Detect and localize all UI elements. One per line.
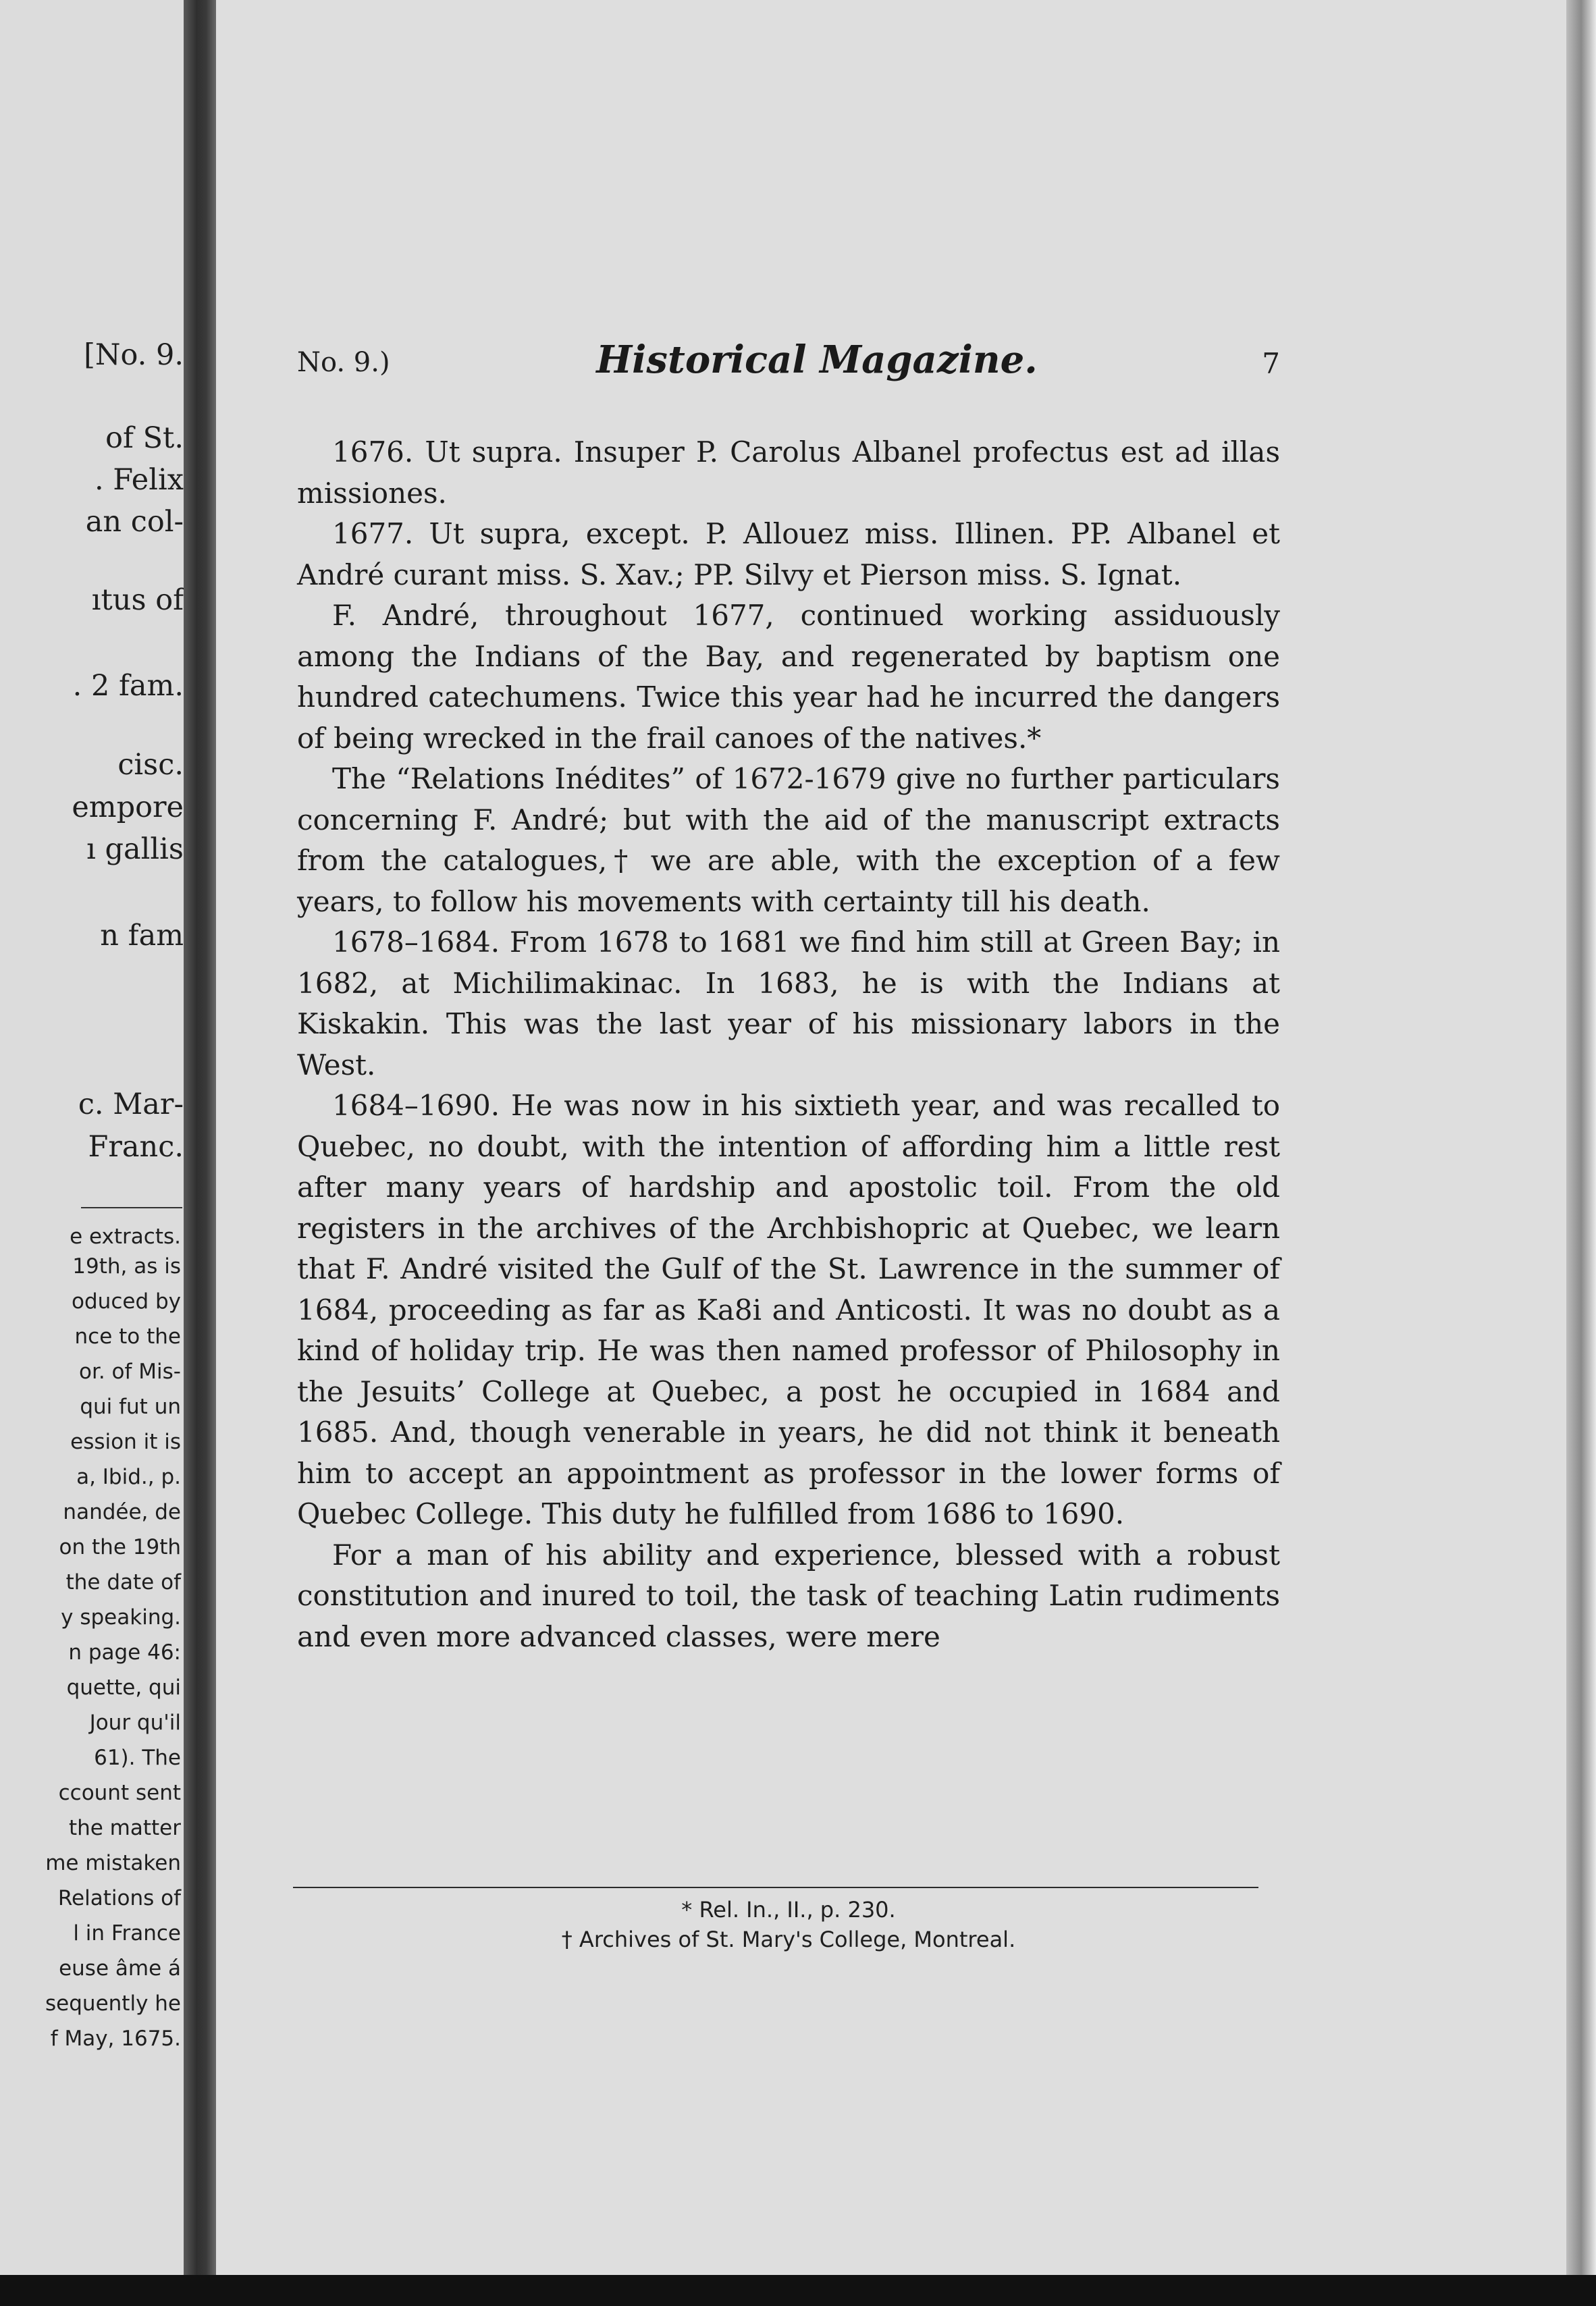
footnote: † Archives of St. Mary's College, Montreal. — [561, 1927, 1016, 1952]
magazine-title: Historical Magazine. — [596, 338, 1038, 382]
footnote: * Rel. In., II., p. 230. — [681, 1897, 896, 1923]
left-footnote-line: e extracts. — [70, 1225, 181, 1249]
left-footnote-line: nandée, de — [63, 1500, 181, 1524]
left-text-line: of St. — [105, 421, 184, 455]
left-text-line: n fam — [100, 919, 184, 953]
left-footnote-rule — [81, 1207, 182, 1208]
paragraph: 1678–1684. From 1678 to 1681 we find him still at Green Bay; in 1682, at Michilimakinac. In 1683, he is with the Indians at Kiskakin. This was the last year of his missionary labors in the West. — [297, 926, 1280, 1081]
left-footnote-line: or. of Mis- — [78, 1360, 181, 1384]
body-text — [297, 432, 1280, 1657]
left-footnote-line: euse âme á — [59, 1956, 181, 1981]
left-footnote-line: sequently he — [45, 1991, 181, 2016]
left-text-line: . Felix — [94, 463, 184, 497]
left-text-line: . 2 fam. — [72, 669, 184, 703]
paragraph: F. André, throughout 1677, continued working assiduously among the Indians of the Bay, and regenerated by baptism one hundred catechumens. Twice this year had he incurred the dangers of being wrecked in the frail canoes of the natives.* — [297, 599, 1280, 755]
left-footnote-line: l in France — [73, 1921, 181, 1946]
left-footnote-line: me mistaken — [45, 1851, 181, 1875]
left-footnote-line: n page 46: — [68, 1640, 181, 1665]
left-footnote-line: the date of — [65, 1570, 181, 1594]
scan-border — [0, 2275, 1596, 2306]
left-footnote-line: 19th, as is — [72, 1254, 181, 1279]
left-footnote-line: the matter — [68, 1816, 181, 1840]
left-footnote-line: 61). The — [94, 1746, 181, 1770]
book-gutter — [184, 0, 216, 2306]
paragraph: The “Relations Inédites” of 1672-1679 give no further particulars concerning F. André; but with the aid of the manuscript extracts from the catalogues,† we are able, with the exception of a few years, to follow his movements with certainty till his death. — [297, 762, 1280, 918]
paragraph: 1684–1690. He was now in his sixtieth year, and was recalled to Quebec, no doubt, with the intention of affording him a little rest after many years of hardship and apostolic toil. From the old registers in the archives of the Archbishopric at Quebec, we learn that F. André visited the Gulf of the St. Lawrence in the summer of 1684, proceeding as far as Ka8i and Anticosti. It was no doubt as a kind of holiday trip. He was then named professor of Philosophy in the Jesuits’ College at Quebec, a post he occupied in 1684 and 1685. And, though venerable in years, he did not think it beneath him to accept an appointment as professor in the lower forms of Quebec College. This duty he fulfilled from 1686 to 1690. — [297, 1089, 1280, 1530]
left-text-line: [No. 9. — [84, 338, 184, 372]
left-text-line: ı gallis — [86, 832, 184, 866]
left-footnote-line: oduced by — [72, 1289, 181, 1314]
page-number: 7 — [1262, 347, 1280, 380]
left-text-line: ıtus of — [91, 583, 184, 617]
left-footnote-line: Relations of — [57, 1886, 181, 1910]
issue-number: No. 9.) — [297, 347, 390, 378]
left-text-line: Franc. — [88, 1130, 184, 1164]
left-footnote-line: on the 19th — [59, 1535, 181, 1559]
page-edge — [1566, 0, 1596, 2306]
running-head — [297, 338, 1280, 385]
left-footnote-line: quette, qui — [66, 1675, 181, 1700]
left-footnote-line: Jour qu'il — [89, 1711, 181, 1735]
facing-page-fragment — [0, 0, 184, 2306]
footnote-rule — [293, 1887, 1258, 1888]
left-footnote-line: f May, 1675. — [50, 2027, 181, 2051]
left-footnote-line: nce to the — [74, 1324, 181, 1349]
left-footnote-line: a, Ibid., p. — [76, 1465, 181, 1489]
paragraph: For a man of his ability and experience, blessed with a robust constitution and inured to toil, the task of teaching Latin rudiments and even more advanced classes, were mere — [297, 1538, 1280, 1653]
left-text-line: c. Mar- — [78, 1088, 184, 1121]
left-footnote-line: y speaking. — [61, 1605, 181, 1630]
left-footnote-line: qui fut un — [80, 1395, 181, 1419]
left-text-line: an col- — [85, 505, 184, 539]
left-text-line: cisc. — [117, 748, 184, 782]
left-text-line: empore — [72, 790, 184, 824]
paragraph: 1676. Ut supra. Insuper P. Carolus Albanel profectus est ad illas missiones. — [297, 435, 1280, 510]
left-footnote-line: ession it is — [70, 1430, 181, 1454]
paragraph: 1677. Ut supra, except. P. Allouez miss. Illinen. PP. Albanel et André curant miss. S. Xav.; PP. Silvy et Pierson miss. S. Ignat. — [297, 517, 1280, 591]
left-footnote-line: ccount sent — [58, 1781, 181, 1805]
